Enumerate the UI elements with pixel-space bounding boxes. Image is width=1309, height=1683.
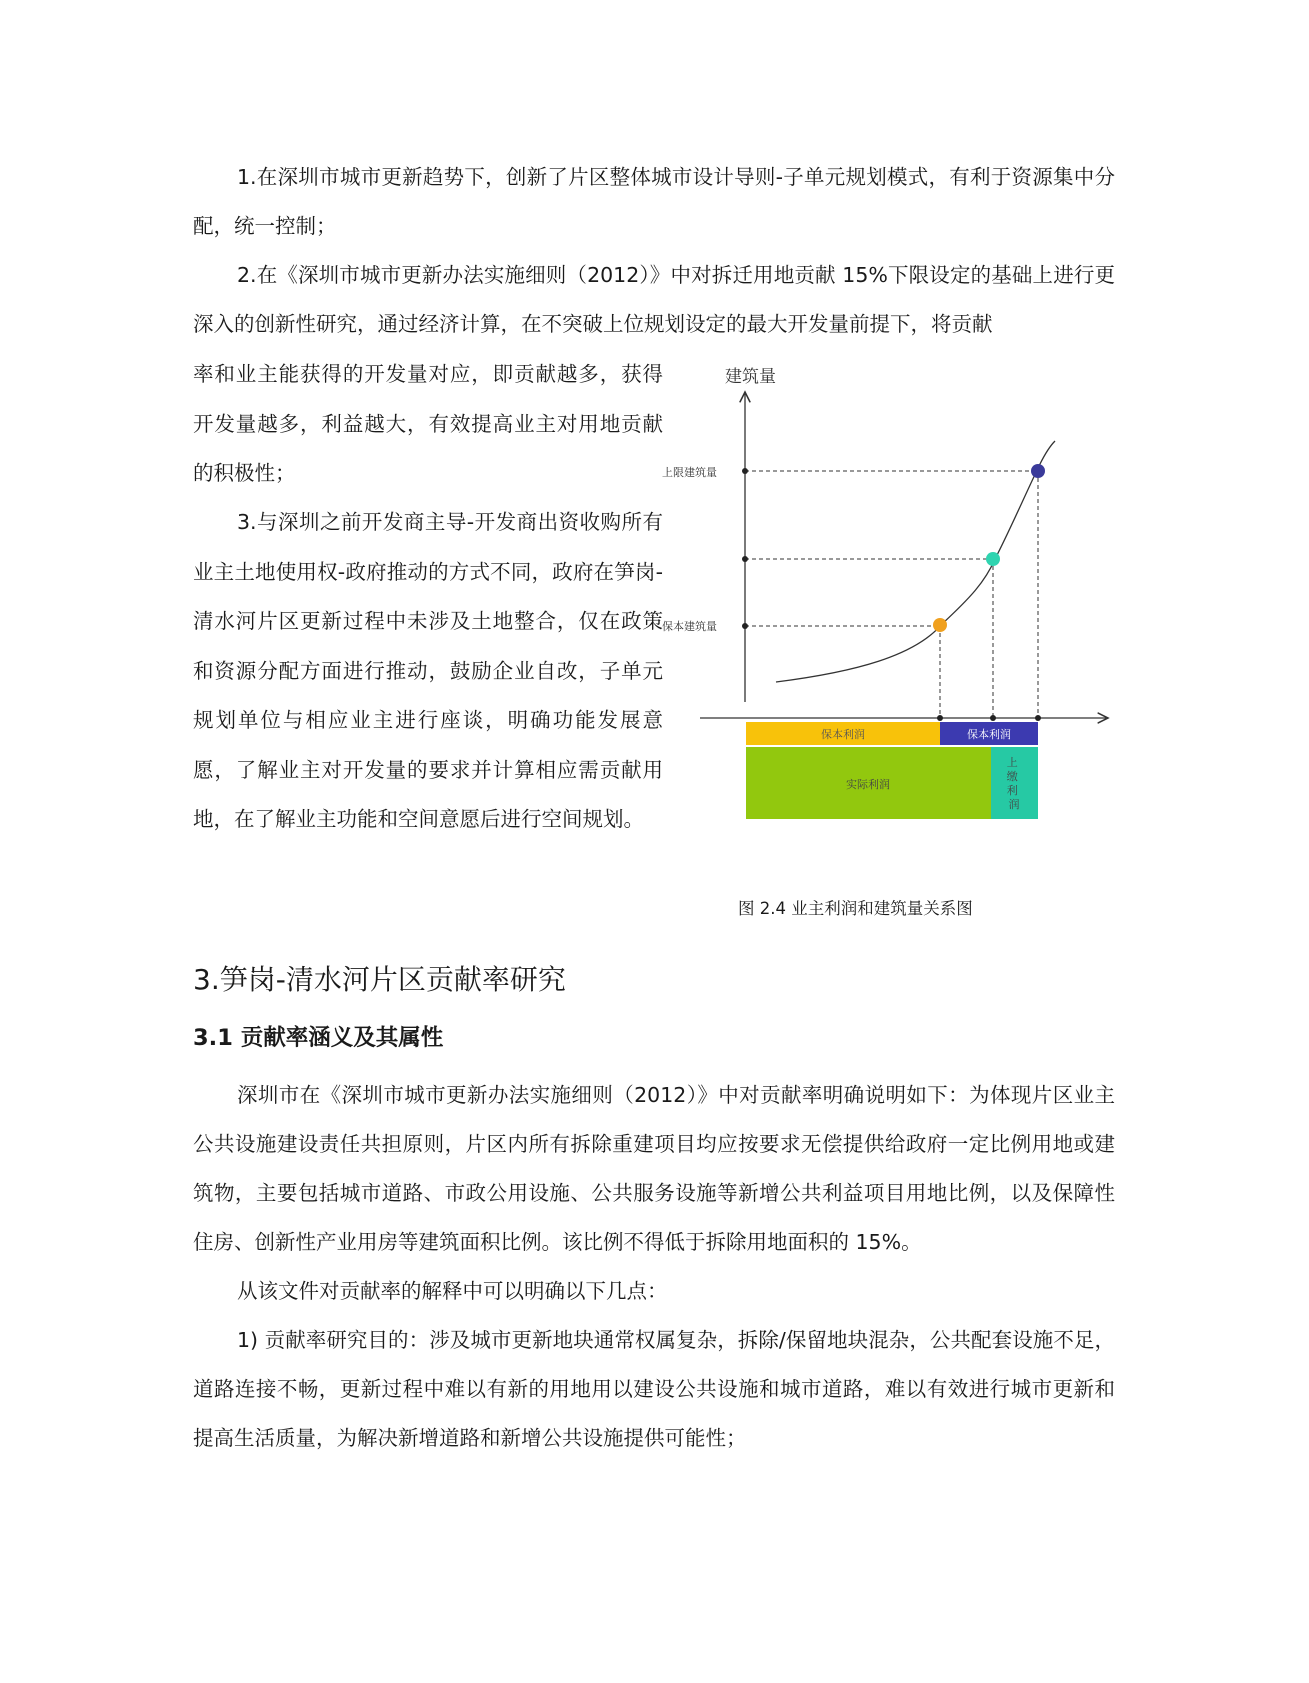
body-paragraph-3: 1) 贡献率研究目的：涉及城市更新地块通常权属复杂，拆除/保留地块混杂，公共配套设施不足，道路连接不畅，更新过程中难以有新的用地用以建设公共设施和城市道路，难以有效进行城市更新和提高生活质量，为解决新增道路和新增公共设施提供可能性；: [193, 1328, 1115, 1450]
paragraph-1: 1.在深圳市城市更新趋势下，创新了片区整体城市设计导则-子单元规划模式，有利于资源集中分配，统一控制；: [193, 165, 1115, 238]
profit-building-figure: [660, 360, 1120, 830]
bar-base-profit-right-label: 保本利润: [967, 728, 1011, 741]
paragraph-2-continued: 率和业主能获得的开发量对应，即贡献越多，获得开发量越多，利益越大，有效提高业主对用地贡献的积极性；: [193, 362, 663, 485]
section-heading: 3.笋岗-清水河片区贡献率研究: [193, 963, 566, 996]
bar-paid-char-3: 利: [1006, 784, 1018, 797]
point-base: [933, 618, 947, 632]
bar-base-profit-left-label: 保本利润: [821, 728, 865, 741]
profit-curve: [776, 441, 1055, 682]
bar-paid-char-4: 润: [1008, 798, 1020, 811]
base-building-label: 保本建筑量: [662, 620, 717, 633]
x-tick-2: [990, 715, 996, 721]
body-paragraph-2: 从该文件对贡献率的解释中可以明确以下几点：: [237, 1279, 668, 1303]
point-middle: [986, 552, 1000, 566]
point-upper: [1031, 464, 1045, 478]
axis-tick-middle: [742, 556, 748, 562]
bar-paid-char-2: 缴: [1006, 770, 1018, 783]
x-tick-1: [937, 715, 943, 721]
subsection-heading: 3.1 贡献率涵义及其属性: [193, 1025, 444, 1051]
figure-caption: 图 2.4 业主利润和建筑量关系图: [738, 899, 973, 918]
paragraph-3: 3.与深圳之前开发商主导-开发商出资收购所有业主土地使用权-政府推动的方式不同，政府在笋岗-清水河片区更新过程中未涉及土地整合，仅在政策和资源分配方面进行推动，鼓励企业自改，子单元规划单位与相应业主进行座谈，明确功能发展意愿，了解业主对开发量的要求并计算相应需贡献用地，在了解业主功能和空间意愿后进行空间规划。: [193, 510, 663, 831]
body-paragraph-1: 深圳市在《深圳市城市更新办法实施细则（2012）》中对贡献率明确说明如下：为体现片区业主公共设施建设责任共担原则，片区内所有拆除重建项目均应按要求无偿提供给政府一定比例用地或建筑物，主要包括城市道路、市政公用设施、公共服务设施等新增公共利益项目用地比例，以及保障性住房、创新性产业用房等建筑面积比例。该比例不得低于拆除用地面积的 15%。: [193, 1083, 1115, 1254]
paragraph-2: 2.在《深圳市城市更新办法实施细则（2012）》中对拆迁用地贡献 15%下限设定的基础上进行更深入的创新性研究，通过经济计算，在不突破上位规划设定的最大开发量前提下，将贡献: [193, 263, 1115, 336]
y-axis-label: 建筑量: [725, 367, 776, 387]
bar-actual-profit-label: 实际利润: [846, 778, 890, 791]
bar-paid-char-1: 上: [1006, 756, 1018, 769]
upper-building-label: 上限建筑量: [662, 466, 717, 479]
x-tick-3: [1035, 715, 1041, 721]
axis-tick-upper: [742, 468, 748, 474]
axis-tick-base: [742, 623, 748, 629]
